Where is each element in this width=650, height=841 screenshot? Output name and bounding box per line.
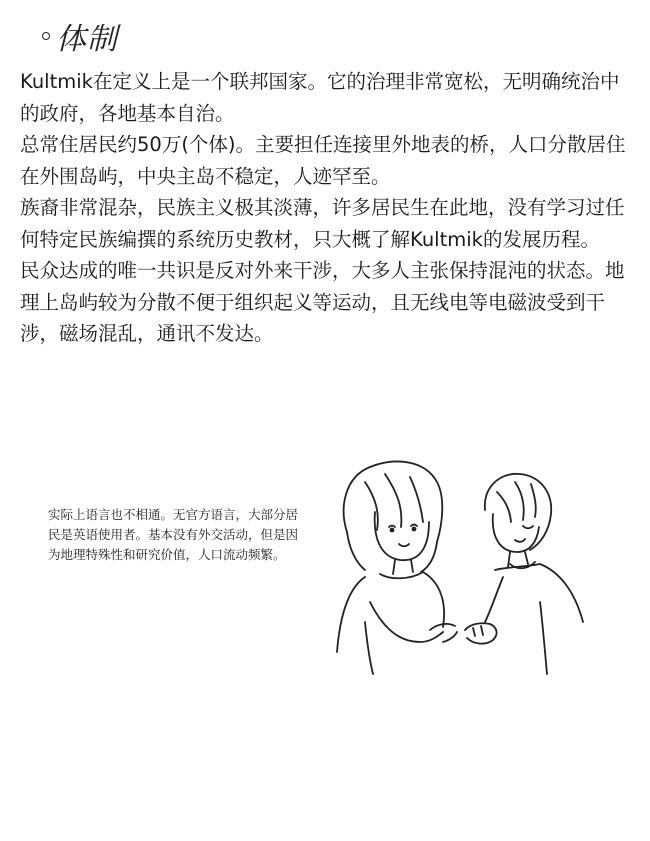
paragraph-consensus: 民众达成的唯一共识是反对外来干涉，大多人主张保持混沌的状态。地理上岛屿较为分散不便于组织起义等运动，且无线电等电磁波受到干涉，磁场混乱，通讯不发达。	[20, 259, 625, 345]
paragraph-ethnicity: 族裔非常混杂，民族主义极其淡薄，许多居民生在此地，没有学习过任何特定民族编撰的系统历史教材，只大概了解Kultmik的发展历程。	[20, 196, 625, 251]
paragraph-governance: Kultmik在定义上是一个联邦国家。它的治理非常宽松，无明确统治中的政府，各地基本自治。	[20, 70, 620, 125]
right-figure-arm	[485, 577, 503, 622]
left-figure-eye-right	[411, 525, 417, 527]
paragraph-population: 总常住居民约50万(个体)。主要担任连接里外地表的桥，人口分散居住在外围岛屿，中央主岛不稳定，人迹罕至。	[20, 133, 626, 188]
heading-title: 体制	[56, 22, 118, 57]
left-figure-neck	[393, 560, 413, 574]
left-figure-mouth	[399, 544, 409, 546]
left-figure-arm	[370, 602, 443, 642]
body-text	[20, 66, 635, 350]
illustration-caption	[48, 505, 310, 565]
right-figure-torso	[540, 602, 547, 674]
left-figure-collar	[380, 572, 423, 578]
right-figure-mouth	[515, 539, 525, 542]
right-figure-bangs	[497, 482, 536, 522]
left-figure-pupil-right	[413, 528, 416, 531]
left-figure-hair-side	[347, 532, 437, 572]
right-figure-scarf	[510, 562, 535, 568]
caption-text: 实际上语言也不相通。无官方语言，大部分居民是英语使用者。基本没有外交活动，但是因为地理特殊性和研究价值，人口流动频繁。	[48, 507, 299, 562]
right-figure-eye	[523, 526, 533, 528]
bullet-dot-icon	[42, 32, 50, 40]
two-people-sketch-image	[325, 452, 625, 677]
left-figure-eye-left	[389, 526, 395, 528]
left-figure-bangs	[365, 474, 423, 530]
left-figure-torso	[365, 622, 373, 674]
right-figure-fingers	[473, 626, 483, 636]
left-figure-pupil-left	[391, 529, 394, 532]
right-figure-shoulders	[495, 564, 583, 622]
section-heading	[42, 14, 118, 58]
right-figure-face	[493, 514, 539, 552]
